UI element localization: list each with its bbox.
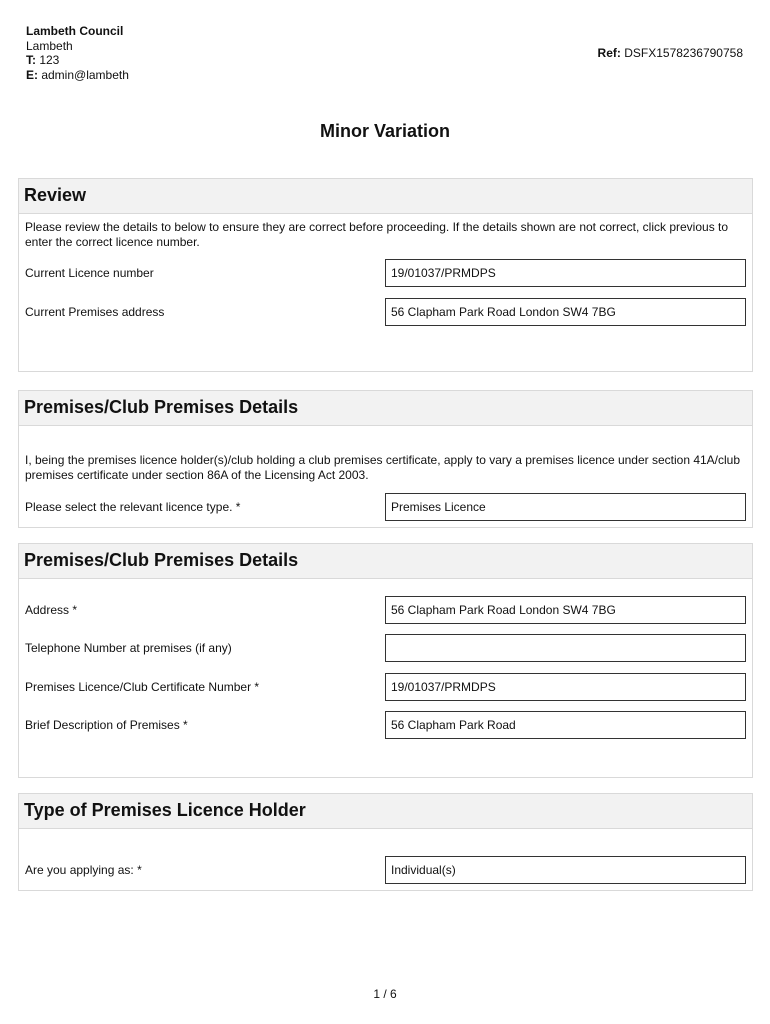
licence-type-intro: I, being the premises licence holder(s)/club holding a club premises certificate, apply to vary a premises licence under section 41A/club premises certificate under section 86A of the Licensing Act 2003. — [25, 453, 741, 482]
licence-type-row — [19, 493, 752, 521]
current-licence-number-row — [19, 259, 752, 287]
licence-type-field[interactable]: Premises Licence — [385, 493, 746, 521]
address-field[interactable]: 56 Clapham Park Road London SW4 7BG — [385, 596, 746, 624]
current-licence-number-label: Current Licence number — [25, 266, 154, 280]
premises-description-label: Brief Description of Premises * — [25, 718, 188, 732]
council-header — [26, 24, 129, 82]
reference-number: Ref: DSFX1578236790758 — [597, 46, 743, 60]
licence-certificate-number-field[interactable]: 19/01037/PRMDPS — [385, 673, 746, 701]
premises-description-row — [19, 711, 752, 739]
review-intro: Please review the details to below to ensure they are correct before proceeding. If the details shown are not correct, click previous to enter the correct licence number. — [25, 220, 729, 249]
council-telephone: T: 123 — [26, 53, 60, 67]
current-licence-number-field[interactable]: 19/01037/PRMDPS — [385, 259, 746, 287]
review-heading: Review — [19, 179, 752, 214]
council-name: Lambeth Council — [26, 24, 124, 38]
council-email: E: admin@lambeth — [26, 67, 129, 82]
telephone-field[interactable] — [385, 634, 746, 662]
applying-as-label: Are you applying as: * — [25, 863, 142, 877]
licence-type-section — [18, 390, 753, 528]
premises-description-field[interactable]: 56 Clapham Park Road — [385, 711, 746, 739]
licence-holder-heading: Type of Premises Licence Holder — [19, 794, 752, 829]
licence-certificate-number-row — [19, 673, 752, 701]
applying-as-field[interactable]: Individual(s) — [385, 856, 746, 884]
review-section — [18, 178, 753, 372]
current-premises-address-row — [19, 298, 752, 326]
page-title: Minor Variation — [319, 121, 451, 141]
licence-certificate-number-label: Premises Licence/Club Certificate Number * — [25, 680, 260, 694]
applying-as-row — [19, 856, 752, 884]
page-number: 1 / 6 — [373, 987, 397, 1001]
premises-details-heading: Premises/Club Premises Details — [19, 544, 752, 579]
premises-details-section — [18, 543, 753, 778]
address-label: Address * — [25, 603, 78, 617]
licence-holder-section — [18, 793, 753, 891]
telephone-label: Telephone Number at premises (if any) — [25, 641, 232, 655]
telephone-row — [19, 634, 752, 662]
council-city: Lambeth — [26, 38, 73, 53]
current-premises-address-field[interactable]: 56 Clapham Park Road London SW4 7BG — [385, 298, 746, 326]
licence-type-heading: Premises/Club Premises Details — [19, 391, 752, 426]
address-row — [19, 596, 752, 624]
licence-type-label: Please select the relevant licence type. * — [25, 500, 241, 514]
current-premises-address-label: Current Premises address — [25, 305, 165, 319]
